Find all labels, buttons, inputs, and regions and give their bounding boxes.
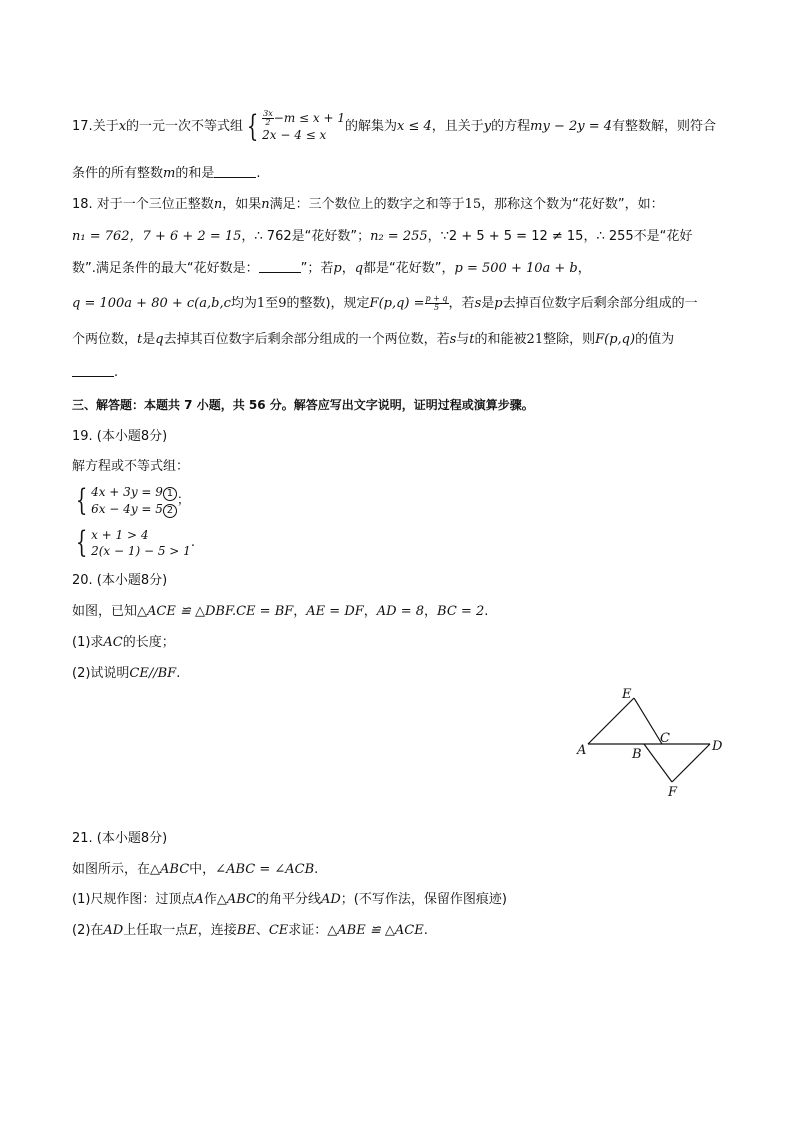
q18-answer-blank-1	[259, 260, 301, 273]
triangle-ace	[588, 698, 662, 744]
q18-text: 整除，则	[543, 332, 596, 347]
q17-text: 的和是	[175, 166, 215, 181]
q21-text: (2)在	[72, 923, 104, 938]
q18-text: 是	[481, 296, 495, 311]
q20-math: CE//BF	[129, 666, 177, 681]
q18-number: 15	[464, 197, 482, 212]
q18-text: ，	[577, 261, 591, 276]
q21-text: .	[314, 862, 319, 877]
q18-text: 个两位数，	[72, 332, 138, 347]
q20-line3	[72, 665, 734, 683]
q21-text: (1)尺规作图：过顶点	[72, 892, 195, 907]
q20-text: ，	[424, 604, 438, 619]
q18-var: p	[494, 296, 503, 311]
q18-var: n	[213, 197, 223, 212]
q17-inequality-system	[243, 110, 345, 143]
q18-text: 至	[265, 296, 279, 311]
label-c: C	[660, 731, 670, 746]
q18-math: F(p,q) =	[369, 296, 425, 311]
segment-ae	[588, 698, 634, 744]
q21-math: AD	[103, 923, 124, 938]
q18-line3	[72, 260, 734, 278]
q21-text: 作	[203, 892, 217, 907]
q17-text: .	[256, 166, 261, 181]
q18-text: 与	[456, 332, 470, 347]
q17-solution: x ≤ 4	[396, 119, 432, 134]
section-heading: 三、解答题：本题共 7 小题，共 56 分。解答应写出文字说明，证明过程或演算步骤。	[72, 398, 534, 412]
q18-math: q = 100a + 80 + c(a,b,c	[72, 296, 231, 311]
q20-math: AE = DF	[306, 604, 364, 619]
q18-answer-blank-2	[72, 364, 114, 377]
q18-text: 的值为	[635, 332, 675, 347]
segment-ec	[634, 698, 662, 744]
q18-number: 9	[278, 296, 287, 311]
label-d: D	[712, 739, 723, 754]
segment-fd	[672, 744, 710, 782]
q17-var-y: y	[483, 119, 492, 134]
q20-text: ，	[293, 604, 307, 619]
q18-text: ，	[341, 261, 355, 276]
q18-var: p	[333, 261, 342, 276]
q21-math: △ABC	[150, 862, 190, 877]
q20-math: AC	[103, 635, 123, 650]
q21-math: ∠ABC = ∠ACB	[215, 862, 315, 877]
q21-title: 21. (本小题8分)	[72, 831, 168, 846]
q20-text: (2)试说明	[72, 666, 130, 681]
q20-text: 的长度；	[122, 635, 175, 650]
q18-text: ，∵2 + 5 + 5 = 12 ≠ 15，∴ 255不是“花好	[427, 229, 693, 244]
q18-var: q	[155, 332, 164, 347]
frac-num: 3x	[263, 109, 273, 118]
q21-line1	[72, 861, 734, 879]
q17-text: 关于	[92, 119, 119, 134]
q20-line1	[72, 603, 734, 621]
q19-intro: 解方程或不等式组：	[72, 459, 190, 474]
q18-var: t	[137, 332, 143, 347]
q21-text: .	[423, 923, 428, 938]
q20-title: 20. (本小题8分)	[72, 573, 168, 588]
frac-den: 2	[265, 118, 271, 127]
q21-text: 如图所示，在	[72, 862, 151, 877]
q18-line4	[72, 295, 734, 313]
q17-line2	[72, 165, 734, 183]
q18-var: s	[474, 296, 482, 311]
q18-text: 是	[142, 332, 156, 347]
q20-text: .	[484, 604, 489, 619]
q18-text: 数”.满足条件的最大“花好数是：	[72, 261, 259, 276]
q18-fraction	[425, 295, 449, 312]
circled-1-mark: 1	[163, 487, 177, 501]
q20-text: ，	[363, 604, 377, 619]
label-a: A	[577, 743, 587, 758]
q19-system-2	[72, 527, 734, 559]
q17-text: 的方程	[491, 119, 531, 134]
q21-line3	[72, 922, 734, 940]
frac-den: 5	[433, 303, 440, 312]
q19-title: 19. (本小题8分)	[72, 429, 168, 444]
q21-text: 、	[255, 923, 269, 938]
q21-text: ，连接	[197, 923, 237, 938]
q18-math: n₂ = 255	[370, 229, 428, 244]
q20-math: BC = 2	[437, 604, 485, 619]
q18-number: 1	[256, 296, 266, 311]
q21-math: △ABC	[216, 892, 256, 907]
q19-text: ；	[176, 493, 190, 508]
q17-line1	[72, 110, 734, 143]
q18-math: p = 500 + 10a + b	[454, 261, 578, 276]
label-e: E	[622, 687, 632, 702]
q18-text: .	[114, 365, 119, 380]
q18-text: ”；若	[300, 261, 334, 276]
q19-eq-1: 4x + 3y = 9	[91, 485, 163, 499]
q17-equation: my − 2y = 4	[530, 119, 613, 134]
q20-math: AD = 8	[376, 604, 425, 619]
q21-math: A	[194, 892, 204, 907]
q21-text: 上任取一点	[123, 923, 189, 938]
q18-line6	[72, 364, 734, 382]
q18-line2	[72, 228, 734, 246]
q17-answer-blank	[214, 165, 256, 178]
q20-text: .	[176, 666, 181, 681]
q18-var: s	[449, 332, 457, 347]
q18-text: ，若	[448, 296, 475, 311]
q19-system-2-rows	[91, 527, 191, 559]
q17-system-rows	[262, 110, 345, 143]
q21-math: BE	[236, 923, 256, 938]
q17-row1: −m ≤ x + 1	[273, 111, 345, 125]
q21-line2	[72, 891, 734, 909]
triangle-dbf	[644, 744, 710, 782]
q18-text: 均为	[230, 296, 257, 311]
q17-text: ，且关于	[431, 119, 484, 134]
brace-glyph: {	[75, 525, 88, 560]
q17-text: 的解集为	[344, 119, 397, 134]
q17-fraction	[262, 110, 274, 127]
q17-row2: 2x − 4 ≤ x	[262, 128, 327, 142]
q18-text: 满足：三个数位上的数字之和等于	[269, 197, 465, 212]
q18-math: n₁ = 762，7 + 6 + 2 = 15	[72, 229, 242, 244]
q18-var: q	[354, 261, 364, 276]
q21-text: 求证：	[288, 923, 328, 938]
q18-text: ，如果	[222, 197, 262, 212]
q21-math: AD	[320, 892, 341, 907]
q18-var: n	[261, 197, 270, 212]
q21-text: ；(不写作法，保留作图痕迹)	[340, 892, 507, 907]
q18-number: 21	[526, 332, 544, 347]
q19-eq-2: 6x − 4y = 5	[91, 502, 163, 516]
q20-figure	[570, 682, 740, 802]
q20-text: (1)求	[72, 635, 104, 650]
q21-math: E	[188, 923, 198, 938]
label-f: F	[668, 785, 678, 800]
q18-text: ，∴ 762是“花好数”；	[241, 229, 371, 244]
q21-text: 中，	[189, 862, 216, 877]
label-b: B	[632, 747, 642, 762]
q20-math: △ACE ≌ △DBF.CE = BF	[137, 604, 294, 619]
q17-var-x: x	[118, 119, 127, 134]
q18-text: 去掉百位数字后剩余部分组成的一	[502, 296, 698, 311]
q20-text: 如图，已知	[72, 604, 138, 619]
q17-number: 17.	[72, 119, 93, 134]
q18-text: 都是“花好数”，	[363, 261, 455, 276]
q20-line2	[72, 634, 734, 652]
q21-text: 的角平分线	[255, 892, 321, 907]
q18-text: 去掉其百位数字后剩余部分组成的一个两位数，若	[163, 332, 450, 347]
q19-ineq-1: x + 1 > 4	[91, 528, 149, 542]
frac-num: p + q	[425, 294, 448, 303]
q18-text: 的整数)，规定	[286, 296, 370, 311]
q17-var-m: m	[163, 166, 176, 181]
q19-text: .	[190, 535, 195, 550]
q19-system-1-rows	[91, 484, 177, 518]
q18-text: 18. 对于一个三位正整数	[72, 197, 214, 212]
q18-text: ，那称这个数为“花好数”，如：	[481, 197, 664, 212]
segment-bf	[644, 744, 672, 782]
q19-system-1	[72, 484, 734, 518]
q17-text: 有整数解，则符合	[612, 119, 717, 134]
q19-ineq-2: 2(x − 1) − 5 > 1	[91, 544, 191, 558]
q18-text: 的和能被	[474, 332, 527, 347]
circled-2-mark: 2	[163, 504, 177, 518]
q18-math: F(p,q)	[595, 332, 636, 347]
q17-text: 条件的所有整数	[72, 166, 164, 181]
q21-math: △ABE ≌ △ACE	[327, 923, 424, 938]
brace-glyph: {	[75, 483, 88, 518]
q18-line5	[72, 331, 734, 349]
q21-math: CE	[268, 923, 289, 938]
q17-text: 的一元一次不等式组	[126, 119, 244, 134]
q18-var: t	[469, 332, 475, 347]
brace-glyph: {	[246, 108, 259, 144]
q18-line1	[72, 196, 734, 214]
